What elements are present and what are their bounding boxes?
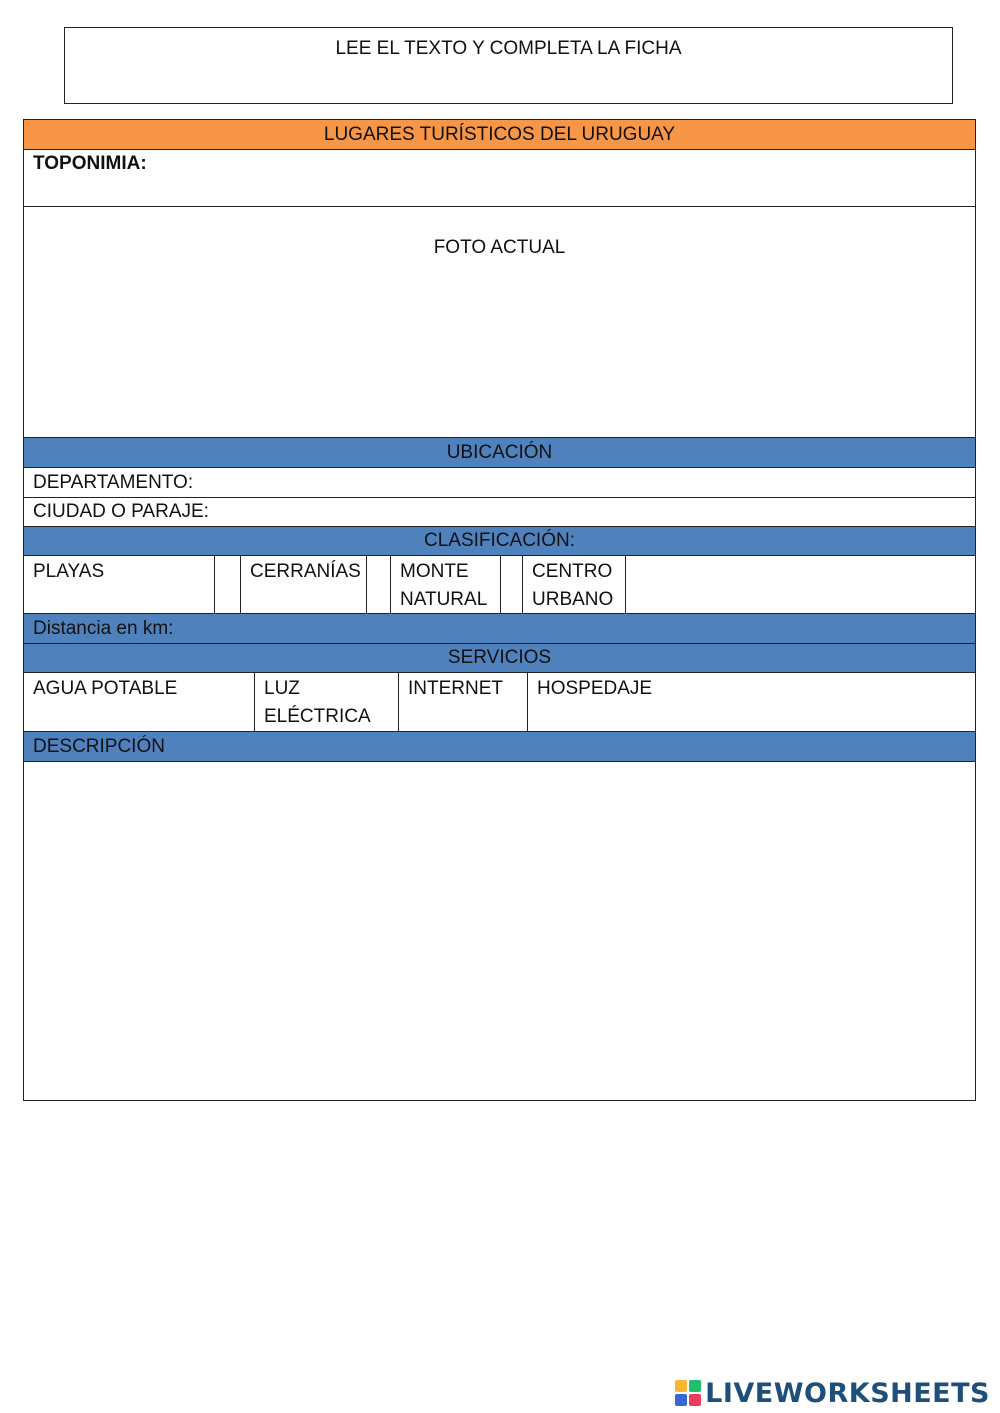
descripcion-title: DESCRIPCIÓN bbox=[33, 736, 165, 757]
centro-label-line1: CENTRO bbox=[532, 561, 613, 582]
internet-label: INTERNET bbox=[408, 678, 503, 699]
photo-area[interactable] bbox=[24, 207, 975, 438]
centro-label-line2: URBANO bbox=[532, 589, 614, 610]
descripcion-area[interactable] bbox=[24, 762, 975, 1100]
monte-label-line2: NATURAL bbox=[400, 589, 488, 610]
logo-mark-icon bbox=[675, 1380, 701, 1406]
monte-label-line1: MONTE bbox=[400, 561, 469, 582]
cerranias-label: CERRANÍAS bbox=[250, 561, 361, 582]
photo-label: FOTO ACTUAL bbox=[433, 237, 566, 258]
monte-checkbox[interactable] bbox=[501, 556, 523, 613]
playas-checkbox[interactable] bbox=[215, 556, 241, 613]
servicios-title: SERVICIOS bbox=[447, 647, 552, 668]
monte-cell bbox=[391, 556, 501, 613]
luz-label-line1: LUZ bbox=[264, 678, 300, 699]
clasificacion-header bbox=[24, 527, 975, 556]
agua-cell[interactable] bbox=[24, 673, 255, 731]
clasificacion-title: CLASIFICACIÓN: bbox=[424, 530, 575, 551]
playas-label: PLAYAS bbox=[33, 561, 105, 582]
distancia-row[interactable] bbox=[24, 614, 975, 644]
ciudad-label: CIUDAD O PARAJE: bbox=[33, 501, 209, 522]
centro-checkbox[interactable] bbox=[626, 556, 975, 613]
toponimia-row[interactable] bbox=[24, 150, 975, 207]
hospedaje-label: HOSPEDAJE bbox=[537, 678, 653, 699]
ubicacion-title: UBICACIÓN bbox=[446, 442, 553, 463]
servicios-header bbox=[24, 644, 975, 673]
servicios-row bbox=[24, 673, 975, 732]
instruction-box bbox=[64, 27, 953, 104]
ciudad-row[interactable] bbox=[24, 498, 975, 527]
hospedaje-cell[interactable] bbox=[528, 673, 975, 731]
luz-label-line2: ELÉCTRICA bbox=[264, 706, 371, 727]
liveworksheets-logo bbox=[675, 1376, 990, 1410]
cerranias-checkbox[interactable] bbox=[367, 556, 391, 613]
centro-cell bbox=[523, 556, 626, 613]
distancia-label: Distancia en km: bbox=[33, 618, 174, 639]
ubicacion-header bbox=[24, 438, 975, 468]
tourism-form bbox=[23, 119, 976, 1101]
instruction-text: LEE EL TEXTO Y COMPLETA LA FICHA bbox=[335, 38, 682, 59]
form-title: LUGARES TURÍSTICOS DEL URUGUAY bbox=[323, 124, 676, 145]
departamento-row[interactable] bbox=[24, 468, 975, 498]
agua-label: AGUA POTABLE bbox=[33, 678, 178, 699]
descripcion-header bbox=[24, 732, 975, 762]
clasificacion-row bbox=[24, 556, 975, 614]
internet-cell[interactable] bbox=[399, 673, 528, 731]
cerranias-cell bbox=[241, 556, 367, 613]
form-title-band bbox=[24, 120, 975, 150]
departamento-label: DEPARTAMENTO: bbox=[33, 472, 194, 493]
logo-text: LIVEWORKSHEETS bbox=[705, 1377, 990, 1409]
toponimia-label: TOPONIMIA: bbox=[33, 153, 147, 174]
playas-cell bbox=[24, 556, 215, 613]
luz-cell[interactable] bbox=[255, 673, 399, 731]
